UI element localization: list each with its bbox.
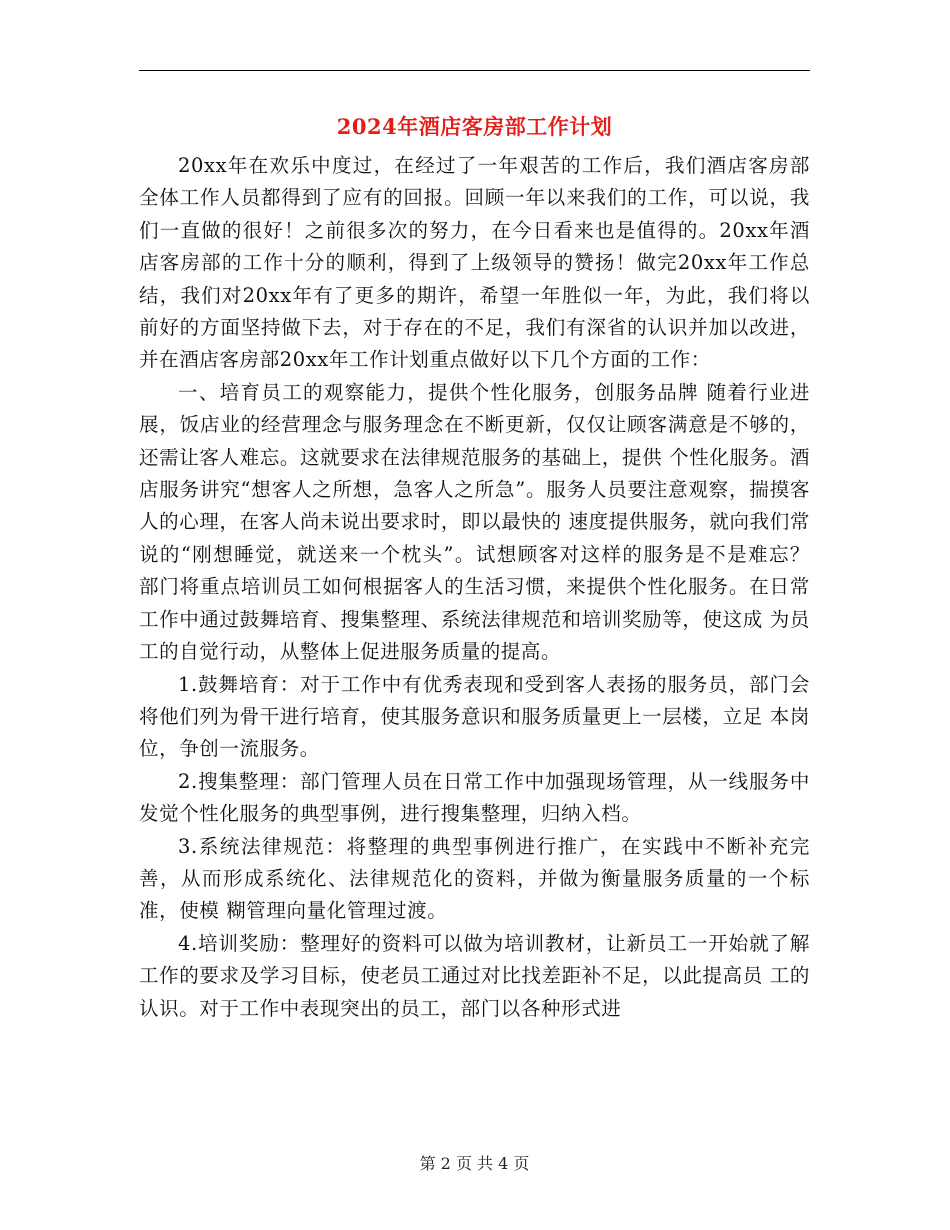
paragraph-item-2: 2.搜集整理：部门管理人员在日常工作中加强现场管理，从一线服务中发觉个性化服务的典型事例，进行搜集整理，归纳入档。 (139, 769, 810, 826)
paragraph-item-1: 1.鼓舞培育：对于工作中有优秀表现和受到客人表扬的服务员，部门会将他们列为骨干进行培育，使其服务意识和服务质量更上一层楼，立足 本岗位，争创一流服务。 (139, 672, 810, 761)
document-title: 2024年酒店客房部工作计划 (336, 114, 613, 139)
paragraph-item-3: 3.系统法律规范：将整理的典型事例进行推广，在实践中不断补充完善，从而形成系统化、法律规范化的资料，并做为衡量服务质量的一个标准，使模 糊管理向量化管理过渡。 (139, 834, 810, 923)
paragraph-item-4: 4.培训奖励：整理好的资料可以做为培训教材，让新员工一开始就了解工作的要求及学习目标，使老员工通过对比找差距补不足，以此提高员 工的认识。对于工作中表现突出的员工，部门以各种形式进 (139, 931, 810, 1020)
header-rule (139, 70, 810, 71)
document-body (139, 150, 810, 1025)
page-number-label: 第 2 页 共 4 页 (419, 1154, 530, 1173)
paragraph-section-one: 一、培育员工的观察能力，提供个性化服务，创服务品牌 随着行业进展，饭店业的经营理念与服务理念在不断更新，仅仅让顾客满意是不够的，还需让客人难忘。这就要求在法律规范服务的基础上，提供 个性化服务。酒店服务讲究“想客人之所想，急客人之所急”。服务人员要注意观察，揣摸客人的心理，在客人尚未说出要求时，即以最快的 速度提供服务，就向我们常说的“刚想睡觉，就送来一个枕头”。试想顾客对这样的服务是不是难忘？ 部门将重点培训员工如何根据客人的生活习惯，来提供个性化服务。在日常工作中通过鼓舞培育、搜集整理、系统法律规范和培训奖励等，使这成 为员工的自觉行动，从整体上促进服务质量的提高。 (139, 380, 810, 664)
paragraph-intro: 20xx年在欢乐中度过，在经过了一年艰苦的工作后，我们酒店客房部全体工作人员都得到了应有的回报。回顾一年以来我们的工作，可以说，我们一直做的很好！之前很多次的努力，在今日看来也是值得的。20xx年酒店客房部的工作十分的顺利，得到了上级领导的赞扬！做完20xx年工作总结，我们对20xx年有了更多的期许，希望一年胜似一年，为此，我们将以前好的方面坚持做下去，对于存在的不足，我们有深省的认识并加以改进，并在酒店客房部20xx年工作计划重点做好以下几个方面的工作： (139, 154, 810, 372)
page-number-footer (139, 1150, 810, 1178)
